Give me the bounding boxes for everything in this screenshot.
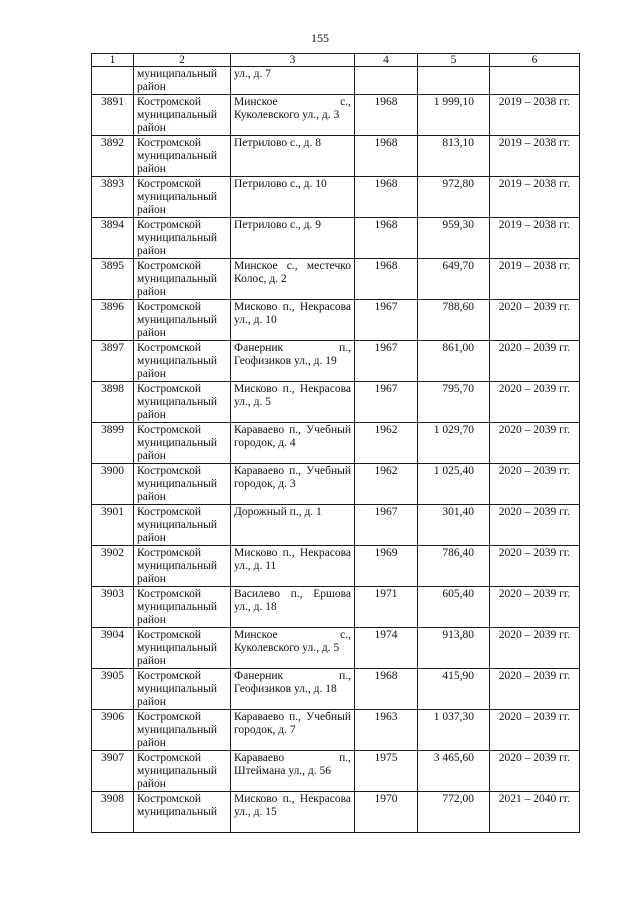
column-header: 4 [355,54,418,67]
area-cell: 415,90 [418,669,490,710]
address-cell [231,423,355,464]
district-cell: Костромской муниципальный район [134,300,231,341]
period-cell: 2020 – 2039 гг. [490,669,580,710]
table-row [92,177,580,218]
area-cell: 1 029,70 [418,423,490,464]
record-number-cell: 3906 [92,710,134,751]
table-body [92,54,580,833]
year-cell: 1967 [355,300,418,341]
period-cell: 2020 – 2039 гг. [490,751,580,792]
table-row [92,546,580,587]
district-cell: Костромской муниципальный район [134,710,231,751]
address-text: Василево п., Ершова ул., д. 18 [234,588,351,613]
period-cell: 2020 – 2039 гг. [490,546,580,587]
record-number-cell: 3895 [92,259,134,300]
record-number-cell: 3897 [92,341,134,382]
address-cell [231,505,355,546]
area-cell: 813,10 [418,136,490,177]
address-text: Петрилово с., д. 10 [234,178,327,190]
table-row [92,505,580,546]
address-cell [231,792,355,833]
area-cell: 972,80 [418,177,490,218]
year-cell: 1967 [355,382,418,423]
district-cell: Костромской муниципальный [134,792,231,833]
address-cell [231,95,355,136]
year-cell: 1975 [355,751,418,792]
area-cell: 1 025,40 [418,464,490,505]
year-cell: 1967 [355,505,418,546]
period-cell: 2019 – 2038 гг. [490,95,580,136]
area-cell: 959,30 [418,218,490,259]
period-cell: 2020 – 2039 гг. [490,710,580,751]
area-cell: 772,00 [418,792,490,833]
year-cell: 1963 [355,710,418,751]
table-row [92,423,580,464]
period-cell: 2019 – 2038 гг. [490,259,580,300]
record-number-cell: 3898 [92,382,134,423]
year-cell: 1974 [355,628,418,669]
record-number-cell: 3900 [92,464,134,505]
address-text: Фанерник п., Геофизиков ул., д. 18 [234,670,351,695]
record-number-cell: 3901 [92,505,134,546]
address-text: Минское с., Куколевского ул., д. 5 [234,629,351,654]
address-text: Мисково п., Некрасова ул., д. 11 [234,547,351,572]
address-cell [231,669,355,710]
address-cell [231,382,355,423]
column-number-row [92,54,580,67]
district-cell: Костромской муниципальный район [134,259,231,300]
table-row [92,464,580,505]
record-number-cell: 3903 [92,587,134,628]
record-number-cell: 3893 [92,177,134,218]
column-header: 5 [418,54,490,67]
area-cell: 301,40 [418,505,490,546]
address-cell [231,546,355,587]
district-cell: Костромской муниципальный район [134,751,231,792]
table-row [92,382,580,423]
year-cell: 1971 [355,587,418,628]
address-text: Минское с., местечко Колос, д. 2 [234,260,351,285]
record-number-cell: 3892 [92,136,134,177]
record-number-cell: 3891 [92,95,134,136]
address-cell: ул., д. 7 [231,67,355,95]
address-text: Фанерник п., Геофизиков ул., д. 19 [234,342,351,367]
record-number-cell: 3894 [92,218,134,259]
table-row [92,341,580,382]
district-cell: Костромской муниципальный район [134,628,231,669]
year-cell: 1968 [355,177,418,218]
period-cell: 2021 – 2040 гг. [490,792,580,833]
area-cell: 913,80 [418,628,490,669]
table-row [92,710,580,751]
district-cell: Костромской муниципальный район [134,177,231,218]
period-cell: 2020 – 2039 гг. [490,382,580,423]
column-header: 3 [231,54,355,67]
year-cell: 1968 [355,669,418,710]
continued-row [92,67,580,95]
table-row [92,259,580,300]
year-cell: 1968 [355,136,418,177]
address-text: Караваево п., Учебный городок, д. 7 [234,711,351,736]
address-cell [231,218,355,259]
period-cell: 2020 – 2039 гг. [490,464,580,505]
year-cell: 1968 [355,95,418,136]
record-number-cell: 3907 [92,751,134,792]
housing-registry-table [91,53,580,833]
record-number-cell: 3905 [92,669,134,710]
area-cell: 1 999,10 [418,95,490,136]
area-cell: 786,40 [418,546,490,587]
table-row [92,95,580,136]
address-text: Петрилово с., д. 9 [234,219,322,231]
district-cell: Костромской муниципальный район [134,136,231,177]
address-cell [231,341,355,382]
year-cell [355,67,418,95]
year-cell: 1968 [355,218,418,259]
area-cell [418,67,490,95]
address-cell [231,177,355,218]
column-header: 6 [490,54,580,67]
district-cell: Костромской муниципальный район [134,546,231,587]
address-cell [231,464,355,505]
area-cell: 649,70 [418,259,490,300]
address-text: Дорожный п., д. 1 [234,506,322,518]
address-cell [231,710,355,751]
year-cell: 1967 [355,341,418,382]
period-cell: 2019 – 2038 гг. [490,177,580,218]
period-cell: 2020 – 2039 гг. [490,628,580,669]
year-cell: 1962 [355,464,418,505]
year-cell: 1962 [355,423,418,464]
address-text: Караваево п., Штеймана ул., д. 56 [234,752,351,777]
district-cell: Костромской муниципальный район [134,341,231,382]
period-cell [490,67,580,95]
table-row [92,218,580,259]
address-cell [231,136,355,177]
page-number: 155 [311,31,329,45]
district-cell: Костромской муниципальный район [134,464,231,505]
address-cell [231,587,355,628]
area-cell: 3 465,60 [418,751,490,792]
district-cell: Костромской муниципальный район [134,95,231,136]
district-cell: Костромской муниципальный район [134,423,231,464]
table-row [92,792,580,833]
year-cell: 1968 [355,259,418,300]
address-cell [231,628,355,669]
district-cell: Костромской муниципальный район [134,587,231,628]
record-number-cell [92,67,134,95]
year-cell: 1969 [355,546,418,587]
table-row [92,751,580,792]
area-cell: 788,60 [418,300,490,341]
column-header: 1 [92,54,134,67]
district-cell: Костромской муниципальный район [134,218,231,259]
address-text: Мисково п., Некрасова ул., д. 15 [234,793,351,818]
address-text: Караваево п., Учебный городок, д. 4 [234,424,351,449]
district-cell: муниципальный район [134,67,231,95]
district-cell: Костромской муниципальный район [134,505,231,546]
area-cell: 795,70 [418,382,490,423]
district-cell: Костромской муниципальный район [134,382,231,423]
table-row [92,300,580,341]
table-row [92,136,580,177]
record-number-cell: 3908 [92,792,134,833]
district-cell: Костромской муниципальный район [134,669,231,710]
table-row [92,669,580,710]
period-cell: 2020 – 2039 гг. [490,423,580,464]
address-text: Петрилово с., д. 8 [234,137,322,149]
year-cell: 1970 [355,792,418,833]
address-text: Мисково п., Некрасова ул., д. 10 [234,301,351,326]
record-number-cell: 3899 [92,423,134,464]
period-cell: 2020 – 2039 гг. [490,505,580,546]
address-cell [231,259,355,300]
area-cell: 1 037,30 [418,710,490,751]
period-cell: 2020 – 2039 гг. [490,587,580,628]
address-text: Мисково п., Некрасова ул., д. 5 [234,383,351,408]
record-number-cell: 3904 [92,628,134,669]
table-row [92,628,580,669]
address-text: Минское с., Куколевского ул., д. 3 [234,96,351,121]
address-cell [231,300,355,341]
column-header: 2 [134,54,231,67]
table-row [92,587,580,628]
record-number-cell: 3896 [92,300,134,341]
address-cell [231,751,355,792]
period-cell: 2019 – 2038 гг. [490,218,580,259]
address-text: Караваево п., Учебный городок, д. 3 [234,465,351,490]
record-number-cell: 3902 [92,546,134,587]
period-cell: 2020 – 2039 гг. [490,300,580,341]
area-cell: 605,40 [418,587,490,628]
area-cell: 861,00 [418,341,490,382]
period-cell: 2020 – 2039 гг. [490,341,580,382]
period-cell: 2019 – 2038 гг. [490,136,580,177]
